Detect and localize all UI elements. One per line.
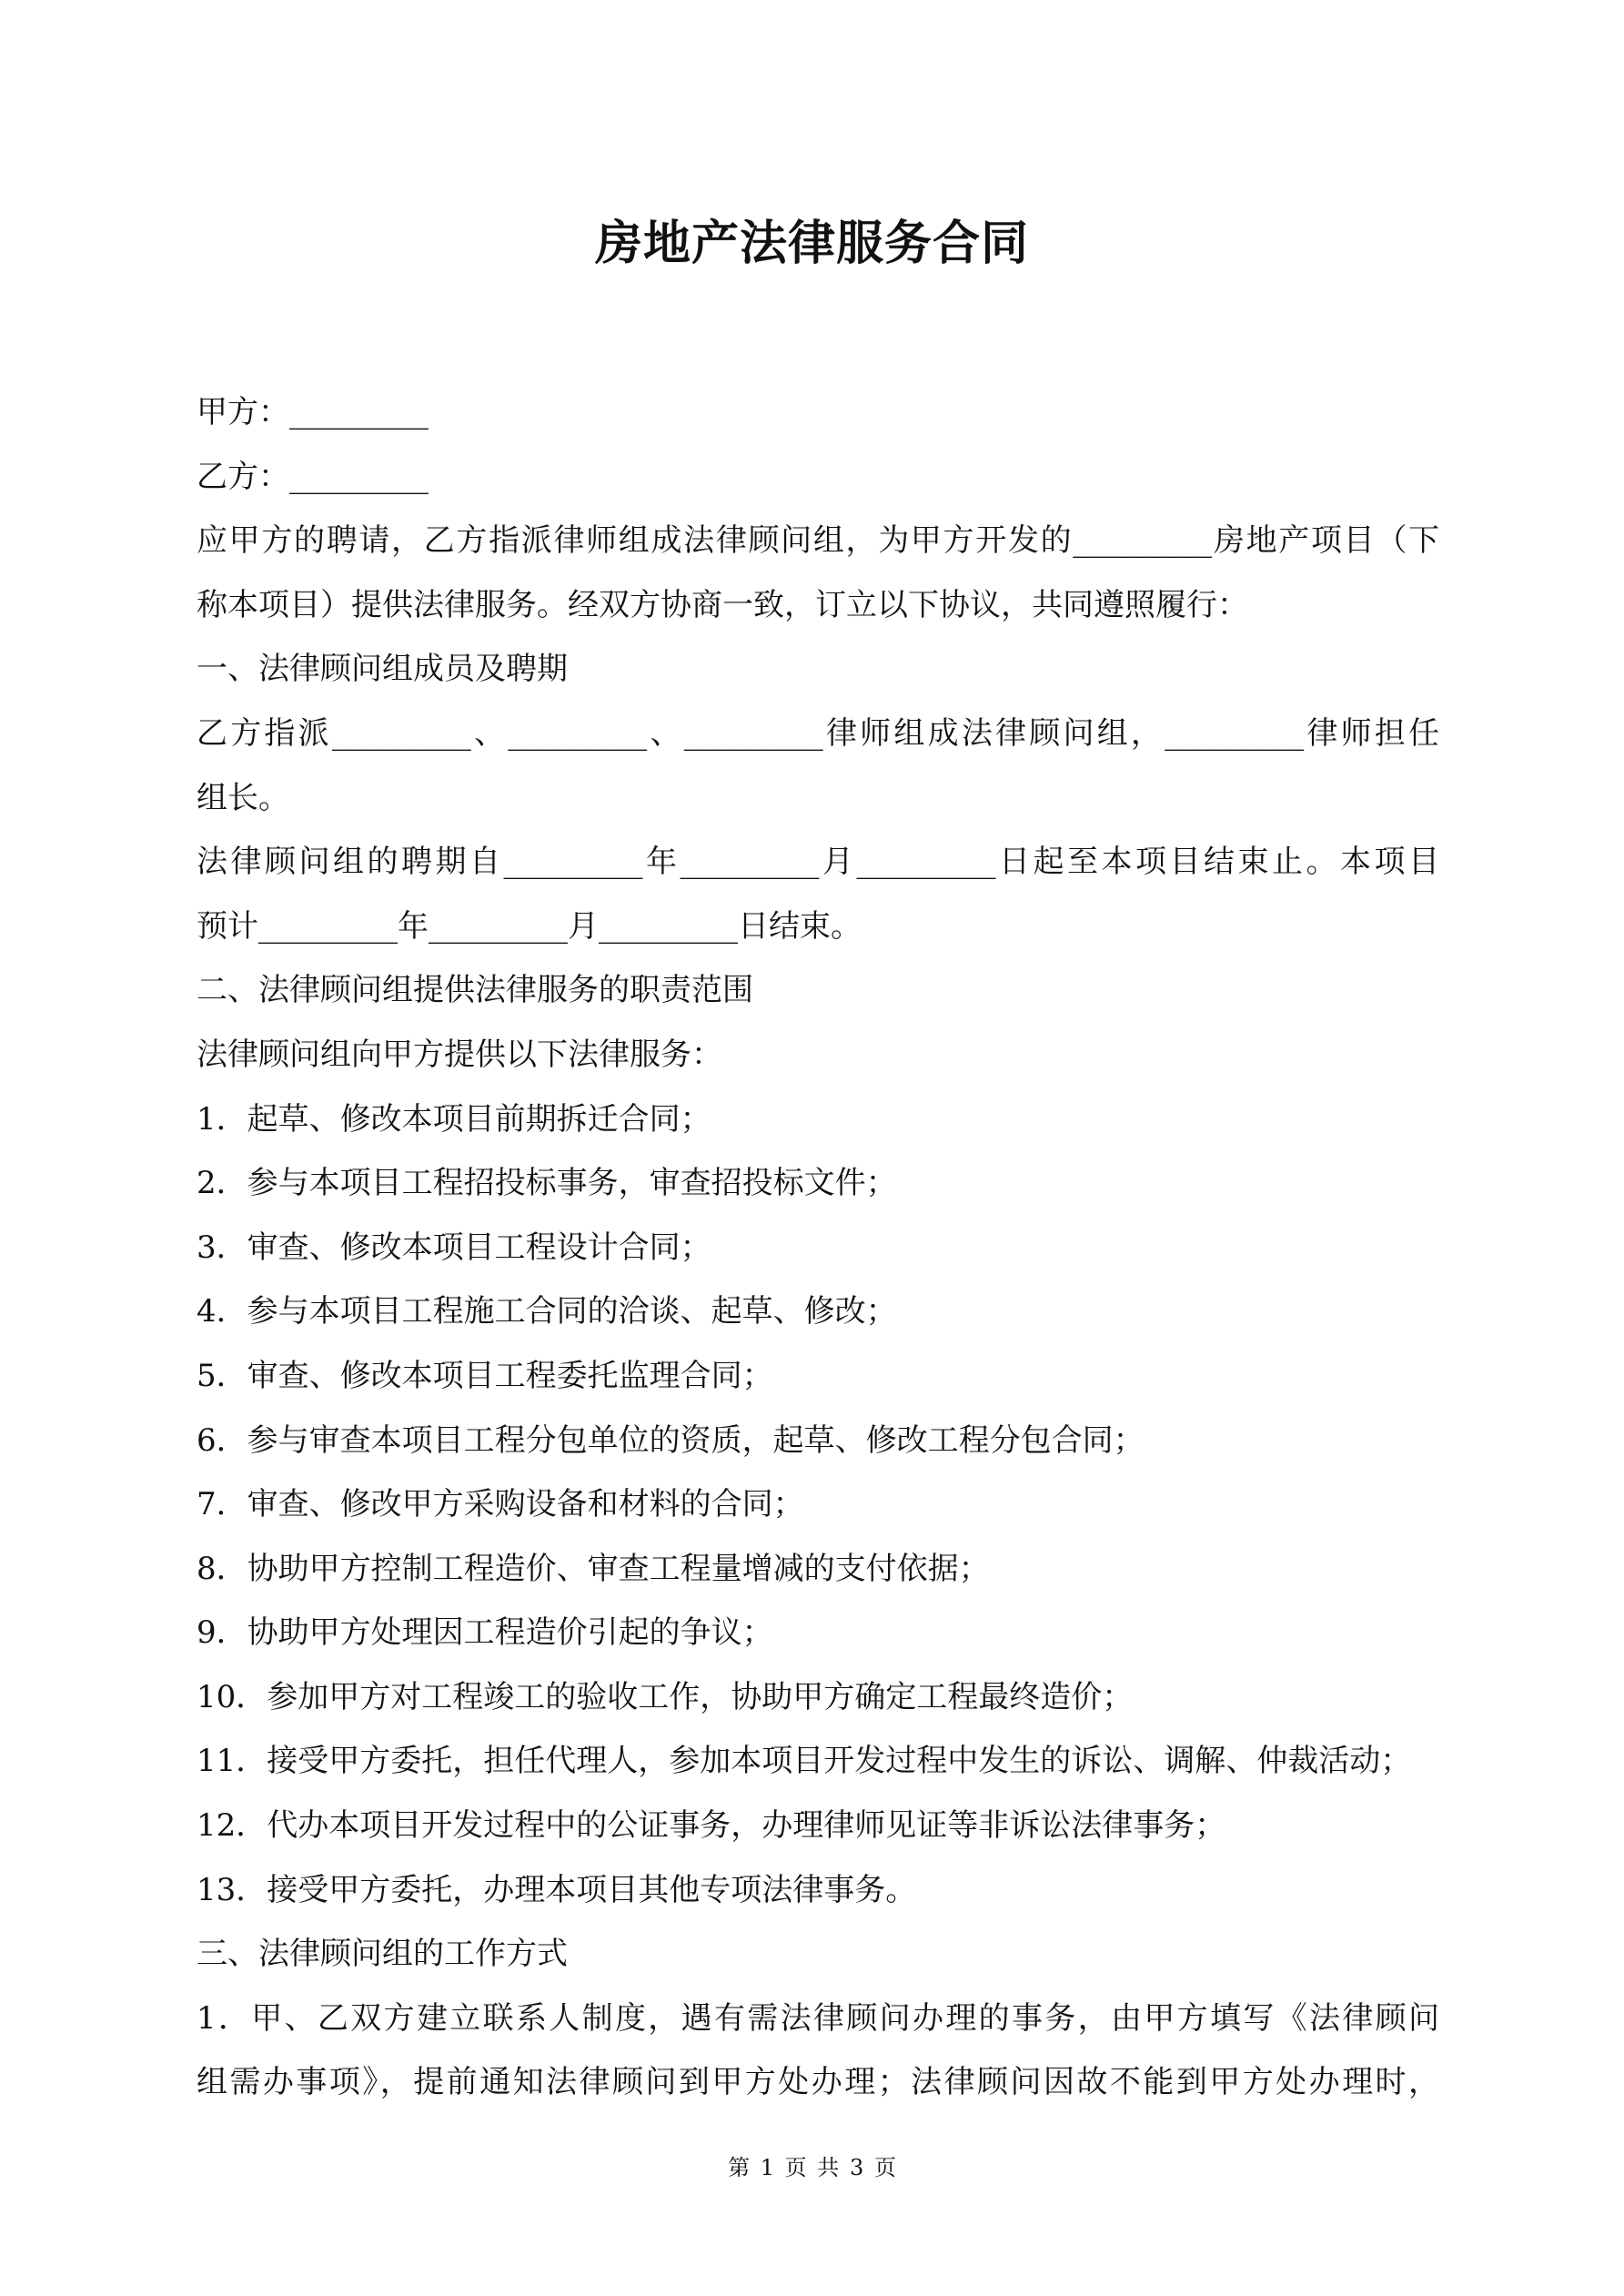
text-line: 7．审查、修改甲方采购设备和材料的合同； bbox=[197, 1486, 804, 1523]
text-line: 10．参加甲方对工程竣工的验收工作，协助甲方确定工程最终造价； bbox=[197, 1678, 1134, 1715]
text-line: 三、法律顾问组的工作方式 bbox=[197, 1936, 568, 1973]
text-line: 甲方：_________ bbox=[197, 394, 429, 430]
text-line: 组长。 bbox=[197, 779, 289, 816]
text-line: 6．参与审查本项目工程分包单位的资质，起草、修改工程分包合同； bbox=[197, 1421, 1145, 1459]
text-line: 3．审查、修改本项目工程设计合同； bbox=[197, 1229, 711, 1266]
text-line: 5．审查、修改本项目工程委托监理合同； bbox=[197, 1357, 773, 1394]
text-line: 11．接受甲方委托，担任代理人，参加本项目开发过程中发生的诉讼、调解、仲裁活动； bbox=[197, 1743, 1412, 1780]
text-line: 2．参与本项目工程招投标事务，审查招投标文件； bbox=[197, 1165, 897, 1202]
text-line: 12．代办本项目开发过程中的公证事务，办理律师见证等非诉讼法律事务； bbox=[197, 1807, 1226, 1845]
text-line: 法律顾问组的聘期自_________年_________月_________日起至本项目结束止。本项目 bbox=[197, 844, 1439, 881]
text-line: 组需办事项》，提前通知法律顾问到甲方处办理；法律顾问因故不能到甲方处办理时， bbox=[197, 2064, 1439, 2101]
text-line: 应甲方的聘请，乙方指派律师组成法律顾问组，为甲方开发的_________房地产项目（下 bbox=[197, 522, 1439, 560]
text-line: 9．协助甲方处理因工程造价引起的争议； bbox=[197, 1614, 773, 1652]
text-line: 1．起草、修改本项目前期拆迁合同； bbox=[197, 1100, 711, 1138]
text-line: 二、法律顾问组提供法律服务的职责范围 bbox=[197, 972, 753, 1009]
text-line: 1．甲、乙双方建立联系人制度，遇有需法律顾问办理的事务，由甲方填写《法律顾问 bbox=[197, 1999, 1439, 2037]
text-line: 法律顾问组向甲方提供以下法律服务： bbox=[197, 1036, 722, 1073]
text-line: 称本项目）提供法律服务。经双方协商一致，订立以下协议，共同遵照履行： bbox=[197, 586, 1248, 623]
document-body bbox=[197, 380, 1439, 2115]
text-line: 乙方：_________ bbox=[197, 458, 429, 495]
text-line: 8．协助甲方控制工程造价、审查工程量增减的支付依据； bbox=[197, 1550, 990, 1587]
text-line: 13．接受甲方委托，办理本项目其他专项法律事务。 bbox=[197, 1871, 917, 1908]
document-title: 房地产法律服务合同 bbox=[594, 216, 1029, 271]
text-line: 预计_________年_________月_________日结束。 bbox=[197, 907, 862, 945]
text-line: 一、法律顾问组成员及聘期 bbox=[197, 651, 568, 688]
text-line: 4．参与本项目工程施工合同的洽谈、起草、修改； bbox=[197, 1293, 897, 1330]
text-line: 乙方指派_________、_________、_________律师组成法律顾问组，_________律师担任 bbox=[197, 714, 1439, 752]
page-footer: 第 1 页 共 3 页 bbox=[728, 2155, 896, 2180]
